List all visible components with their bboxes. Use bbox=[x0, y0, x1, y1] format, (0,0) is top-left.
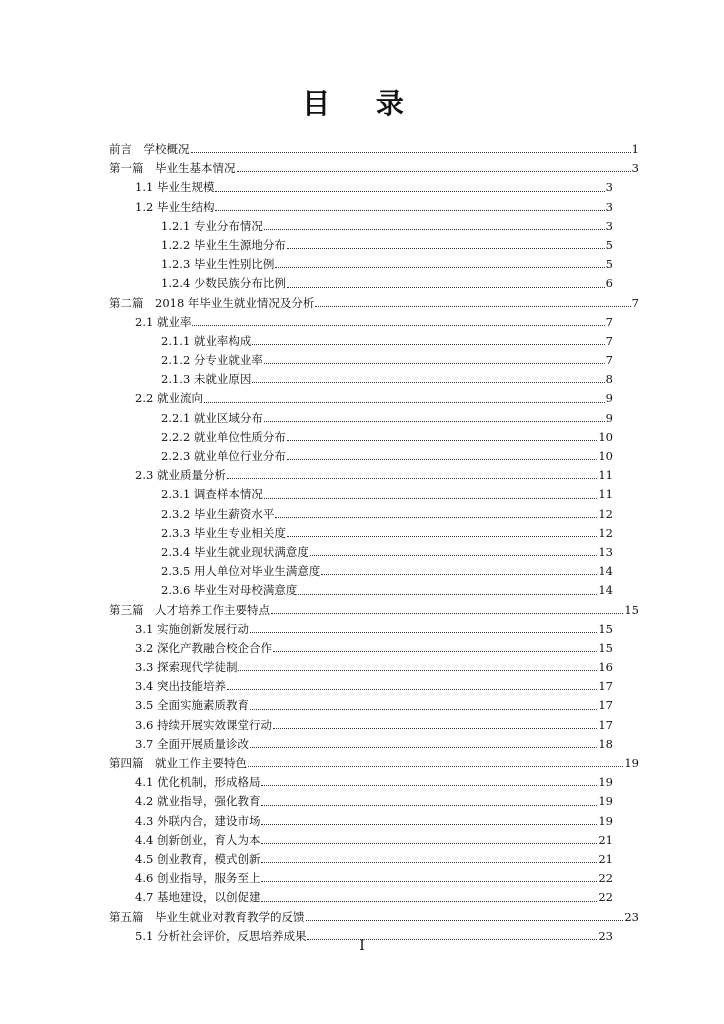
dot-leader bbox=[310, 554, 597, 556]
dot-leader bbox=[298, 593, 597, 595]
toc-entry-page-number: 21 bbox=[598, 851, 613, 866]
toc-entry-label: 第三篇 人才培养工作主要特点 bbox=[109, 602, 270, 617]
toc-entry-label: 4.1 优化机制，形成格局 bbox=[135, 775, 261, 790]
toc-entry[interactable] bbox=[109, 351, 613, 370]
toc-entry-label: 第一篇 毕业生基本情况 bbox=[109, 161, 236, 176]
toc-entry-label: 2.2.1 就业区域分布 bbox=[161, 410, 263, 425]
toc-entry-page-number: 18 bbox=[598, 736, 613, 751]
toc-entry-label: 1.2.1 专业分布情况 bbox=[161, 218, 263, 233]
toc-entry-page-number: 3 bbox=[605, 199, 613, 214]
dot-leader bbox=[264, 362, 605, 364]
toc-entry-page-number: 12 bbox=[598, 525, 613, 540]
toc-entry[interactable] bbox=[109, 198, 613, 217]
toc-entry-page-number: 7 bbox=[631, 295, 639, 310]
dot-leader bbox=[321, 573, 597, 575]
dot-leader bbox=[191, 151, 631, 153]
dot-leader bbox=[287, 286, 605, 288]
toc-entry-page-number: 19 bbox=[598, 775, 613, 790]
toc-entry[interactable] bbox=[109, 620, 613, 639]
toc-entry-label: 3.6 持续开展实效课堂行动 bbox=[135, 717, 272, 732]
toc-entry-label: 第四篇 就业工作主要特色 bbox=[109, 756, 247, 770]
dot-leader bbox=[287, 535, 597, 537]
toc-entry-page-number: 10 bbox=[598, 429, 613, 444]
dot-leader bbox=[315, 305, 630, 307]
toc-entry-page-number: 7 bbox=[605, 333, 613, 348]
dot-leader bbox=[261, 784, 597, 786]
toc-entry[interactable] bbox=[109, 581, 613, 600]
dot-leader bbox=[287, 247, 605, 249]
dot-leader bbox=[252, 343, 604, 345]
toc-entry-page-number: 22 bbox=[598, 871, 613, 886]
toc-entry-page-number: 1 bbox=[631, 142, 639, 156]
toc-entry-label: 2.3.2 毕业生薪资水平 bbox=[161, 506, 275, 521]
toc-entry[interactable] bbox=[109, 773, 613, 792]
dot-leader bbox=[264, 228, 605, 230]
toc-entry[interactable] bbox=[109, 428, 613, 447]
toc-entry[interactable] bbox=[109, 908, 639, 927]
toc-entry-page-number: 17 bbox=[598, 717, 613, 732]
toc-entry-page-number: 8 bbox=[605, 372, 613, 387]
toc-entry-label: 4.6 创业指导，服务至上 bbox=[135, 871, 261, 886]
toc-entry-page-number: 19 bbox=[598, 813, 613, 828]
toc-entry-label: 1.2.3 毕业生性别比例 bbox=[161, 257, 275, 272]
toc-entry-label: 3.4 突出技能培养 bbox=[135, 679, 226, 694]
toc-entry-page-number: 13 bbox=[598, 544, 613, 559]
toc-entry[interactable] bbox=[109, 140, 639, 159]
toc-entry-page-number: 15 bbox=[624, 602, 639, 617]
toc-entry-page-number: 15 bbox=[598, 621, 613, 636]
toc-entry-label: 2.3.1 调查样本情况 bbox=[161, 487, 263, 502]
toc-entry[interactable] bbox=[109, 888, 613, 907]
toc-entry[interactable] bbox=[109, 812, 613, 831]
toc-entry-page-number: 7 bbox=[605, 314, 613, 329]
toc-entry[interactable] bbox=[109, 389, 613, 408]
toc-entry-page-number: 6 bbox=[605, 276, 613, 291]
toc-entry-label: 4.4 创新创业，育人为本 bbox=[135, 832, 261, 847]
toc-entry[interactable] bbox=[109, 294, 639, 313]
toc-entry-page-number: 19 bbox=[624, 756, 639, 770]
toc-entry[interactable] bbox=[109, 735, 613, 754]
toc-entry-page-number: 17 bbox=[598, 679, 613, 694]
toc-entry-label: 第二篇 2018 年毕业生就业情况及分析 bbox=[109, 295, 315, 310]
dot-leader bbox=[227, 477, 597, 479]
dot-leader bbox=[227, 688, 597, 690]
page-title: 目 录 bbox=[302, 87, 422, 120]
dot-leader bbox=[273, 650, 597, 652]
toc-entry[interactable] bbox=[109, 658, 613, 677]
dot-leader bbox=[192, 324, 604, 326]
toc-entry-page-number: 5 bbox=[605, 257, 613, 272]
toc-entry[interactable] bbox=[109, 274, 613, 293]
toc-entry-label: 1.2 毕业生结构 bbox=[135, 199, 215, 214]
dot-leader bbox=[237, 170, 631, 172]
toc-entry[interactable] bbox=[109, 543, 613, 562]
toc-entry-label: 5.1 分析社会评价，反思培养成果 bbox=[135, 928, 307, 943]
dot-leader bbox=[271, 612, 623, 614]
toc-entry-label: 2.1 就业率 bbox=[135, 314, 192, 329]
toc-entry-label: 4.3 外联内合，建设市场 bbox=[135, 813, 261, 828]
toc-entry-label: 2.1.2 分专业就业率 bbox=[161, 353, 263, 368]
toc-entry-label: 2.3.5 用人单位对毕业生满意度 bbox=[161, 564, 321, 579]
toc-entry-label: 2.2 就业流向 bbox=[135, 391, 203, 406]
toc-entry-page-number: 3 bbox=[605, 218, 613, 233]
toc-entry-page-number: 12 bbox=[598, 506, 613, 521]
toc-entry-label: 1.2.4 少数民族分布比例 bbox=[161, 276, 286, 291]
dot-leader bbox=[250, 708, 597, 710]
toc-entry-page-number: 11 bbox=[598, 487, 613, 502]
dot-leader bbox=[248, 765, 623, 767]
toc-entry-label: 2.1.1 就业率构成 bbox=[161, 333, 252, 348]
toc-entry[interactable] bbox=[109, 792, 613, 811]
dot-leader bbox=[306, 919, 624, 921]
dot-leader bbox=[250, 631, 597, 633]
toc-entry-page-number: 7 bbox=[605, 353, 613, 368]
toc-entry-label: 2.2.3 就业单位行业分布 bbox=[161, 449, 286, 463]
dot-leader bbox=[261, 880, 597, 882]
toc-entry-label: 2.2.2 就业单位性质分布 bbox=[161, 429, 286, 444]
toc-entry-label: 1.1 毕业生规模 bbox=[135, 180, 215, 195]
toc-entry-label: 2.3.6 毕业生对母校满意度 bbox=[161, 583, 298, 598]
dot-leader bbox=[250, 746, 597, 748]
toc-entry[interactable] bbox=[109, 255, 613, 274]
dot-leader bbox=[215, 209, 604, 211]
dot-leader bbox=[287, 439, 597, 441]
toc-entry-page-number: 23 bbox=[598, 928, 613, 943]
toc-entry[interactable] bbox=[109, 447, 613, 466]
toc-entry-label: 3.7 全面开展质量诊改 bbox=[135, 736, 249, 751]
toc-entry-label: 3.5 全面实施素质教育 bbox=[135, 698, 249, 713]
dot-leader bbox=[261, 842, 597, 844]
toc-entry-page-number: 9 bbox=[605, 410, 613, 425]
toc-entry[interactable] bbox=[109, 332, 613, 351]
toc-entry-page-number: 19 bbox=[598, 794, 613, 809]
toc-entry[interactable] bbox=[109, 831, 613, 850]
dot-leader bbox=[287, 458, 597, 460]
toc-entry-page-number: 3 bbox=[605, 180, 613, 195]
toc-entry-label: 2.3.4 毕业生就业现状满意度 bbox=[161, 544, 309, 559]
toc-entry-label: 2.1.3 未就业原因 bbox=[161, 372, 252, 387]
page-number: I bbox=[359, 938, 365, 954]
dot-leader bbox=[264, 497, 597, 499]
toc-entry[interactable] bbox=[109, 217, 613, 236]
toc-entry-label: 1.2.2 毕业生生源地分布 bbox=[161, 237, 286, 252]
toc-entry-label: 第五篇 毕业生就业对教育教学的反馈 bbox=[109, 909, 305, 924]
toc-entry-label: 4.5 创业教育，模式创新 bbox=[135, 851, 261, 866]
toc-entry[interactable] bbox=[109, 869, 613, 888]
dot-leader bbox=[261, 900, 597, 902]
toc-entry[interactable] bbox=[109, 696, 613, 715]
dot-leader bbox=[204, 401, 605, 403]
toc-entry[interactable] bbox=[109, 677, 613, 696]
toc-entry-label: 2.3.3 毕业生专业相关度 bbox=[161, 525, 286, 540]
toc-entry[interactable] bbox=[109, 524, 613, 543]
dot-leader bbox=[264, 420, 605, 422]
toc-entry[interactable] bbox=[109, 236, 613, 255]
toc-entry-page-number: 16 bbox=[598, 660, 613, 675]
dot-leader bbox=[238, 669, 597, 671]
toc-entry[interactable] bbox=[109, 370, 613, 389]
toc-entry-label: 3.1 实施创新发展行动 bbox=[135, 621, 249, 636]
toc-entry[interactable] bbox=[109, 562, 613, 581]
dot-leader bbox=[252, 381, 604, 383]
toc-entry-page-number: 10 bbox=[598, 449, 613, 463]
dot-leader bbox=[273, 727, 597, 729]
toc-entry-label: 3.3 探索现代学徒制 bbox=[135, 660, 238, 675]
toc-entry-page-number: 9 bbox=[605, 391, 613, 406]
toc-entry-page-number: 11 bbox=[598, 468, 613, 483]
toc-entry[interactable] bbox=[109, 409, 613, 428]
toc-entry-page-number: 14 bbox=[598, 564, 613, 579]
toc-entry-label: 3.2 深化产教融合校企合作 bbox=[135, 640, 272, 655]
toc-entry-page-number: 15 bbox=[598, 640, 613, 655]
dot-leader bbox=[261, 823, 597, 825]
toc-entry[interactable] bbox=[109, 754, 639, 773]
table-of-contents bbox=[109, 140, 639, 946]
toc-entry-page-number: 5 bbox=[605, 237, 613, 252]
dot-leader bbox=[215, 190, 604, 192]
toc-entry-page-number: 3 bbox=[631, 161, 639, 176]
toc-entry[interactable] bbox=[109, 505, 613, 524]
toc-entry[interactable] bbox=[109, 466, 613, 485]
toc-entry-label: 4.2 就业指导，强化教育 bbox=[135, 794, 261, 809]
toc-entry-label: 2.3 就业质量分析 bbox=[135, 468, 226, 483]
toc-entry[interactable] bbox=[109, 601, 639, 620]
toc-entry-page-number: 23 bbox=[624, 909, 639, 924]
dot-leader bbox=[275, 266, 604, 268]
toc-entry[interactable] bbox=[109, 850, 613, 869]
toc-entry[interactable] bbox=[109, 716, 613, 735]
toc-entry-label: 前言 学校概况 bbox=[109, 142, 190, 156]
toc-entry-page-number: 17 bbox=[598, 698, 613, 713]
toc-entry-page-number: 14 bbox=[598, 583, 613, 598]
toc-entry-page-number: 21 bbox=[598, 832, 613, 847]
toc-entry[interactable] bbox=[109, 639, 613, 658]
toc-entry-label: 4.7 基地建设，以创促建 bbox=[135, 890, 261, 905]
toc-entry-page-number: 22 bbox=[598, 890, 613, 905]
dot-leader bbox=[261, 804, 597, 806]
toc-entry[interactable] bbox=[109, 178, 613, 197]
dot-leader bbox=[275, 516, 597, 518]
dot-leader bbox=[261, 861, 597, 863]
toc-entry[interactable] bbox=[109, 159, 639, 178]
toc-entry[interactable] bbox=[109, 313, 613, 332]
toc-entry[interactable] bbox=[109, 485, 613, 504]
